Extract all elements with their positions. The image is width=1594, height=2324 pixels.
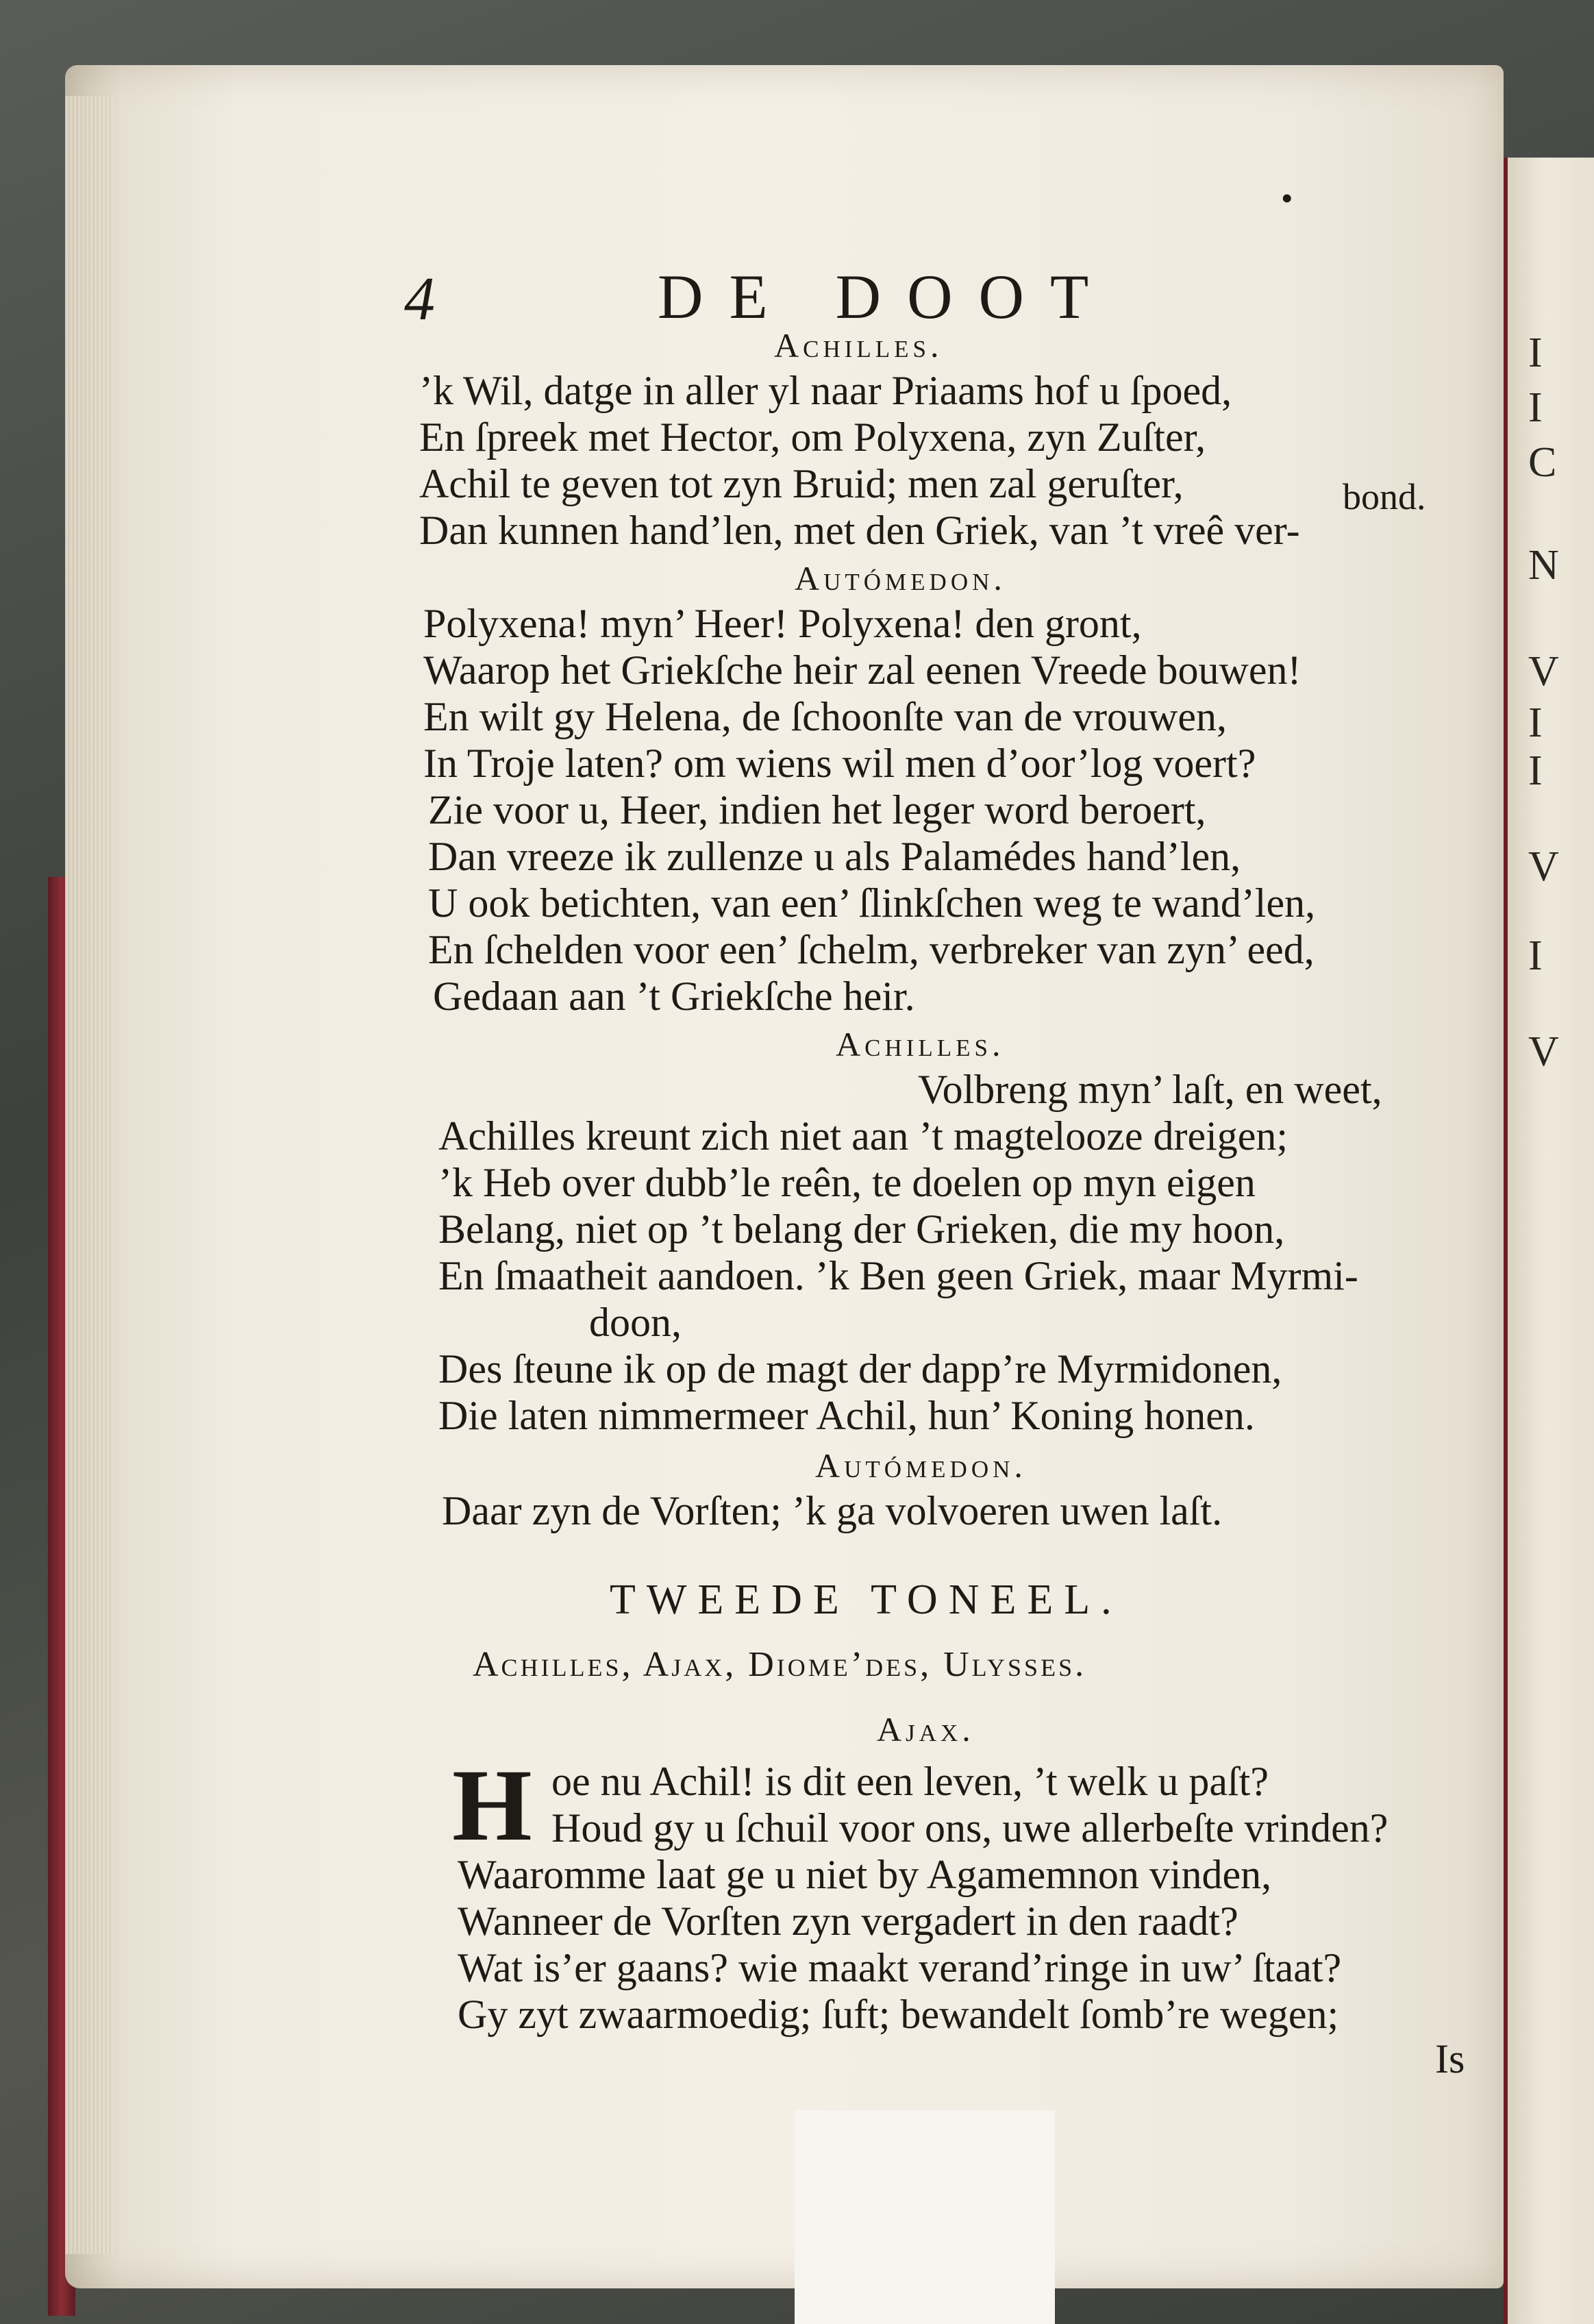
verse-line: Volbreng myn’ laſt, en weet, <box>918 1067 1382 1112</box>
adjacent-letter: V <box>1528 648 1559 695</box>
verse-line: Gedaan aan ’t Griekſche heir. <box>433 974 915 1019</box>
drop-cap: H <box>452 1748 532 1862</box>
adjacent-letter: I <box>1528 932 1543 979</box>
adjacent-letter: I <box>1528 330 1543 376</box>
speaker-name: Autómedon. <box>815 1446 1027 1485</box>
verse-line: Wanneer de Vorſten zyn vergadert in den raadt? <box>458 1899 1238 1944</box>
verse-line: Waarop het Griekſche heir zal eenen Vreede bouwen! <box>423 647 1302 693</box>
verse-line: En ſmaatheit aandoen. ’k Ben geen Griek, maar Myrmi- <box>438 1253 1358 1298</box>
adjacent-letter: C <box>1528 439 1557 486</box>
verse-line: ’k Wil, datge in aller yl naar Priaams hof u ſpoed, <box>419 368 1232 413</box>
verse-line: Houd gy u ſchuil voor ons, uwe allerbeſte vrinden? <box>551 1805 1388 1851</box>
verse-line: Gy zyt zwaarmoedig; ſuft; bewandelt ſomb’re wegen; <box>458 1992 1339 2037</box>
scene-title: TWEEDE TONEEL. <box>610 1577 1123 1623</box>
verse-line: Wat is’er gaans? wie maakt verand’ringe in uw’ ſtaat? <box>458 1945 1342 1990</box>
verse-line: doon, <box>589 1300 682 1345</box>
verse-line: Waaromme laat ge u niet by Agamemnon vinden, <box>458 1852 1272 1897</box>
verse-line: ’k Heb over dubb’le reên, te doelen op myn eigen <box>438 1160 1256 1205</box>
adjacent-letter: I <box>1528 384 1543 431</box>
verse-line: Polyxena! myn’ Heer! Polyxena! den gront, <box>423 601 1142 646</box>
adjacent-letter: N <box>1528 542 1559 589</box>
verse-line: Des ſteune ik op de magt der dapp’re Myrmidonen, <box>438 1346 1282 1392</box>
speaker-name: Ajax. <box>877 1710 975 1748</box>
adjacent-letter: V <box>1528 1028 1559 1075</box>
verse-line: In Troje laten? om wiens wil men d’oor’log voert? <box>423 741 1256 786</box>
page-number: 4 <box>404 265 435 333</box>
speaker-name: Achilles. <box>774 326 943 364</box>
running-head: DE DOOT <box>658 262 1115 332</box>
verse-line: Die laten nimmermeer Achil, hun’ Koning honen. <box>438 1393 1255 1438</box>
cast-list: Achilles, Ajax, Diome’des, Ulysses. <box>473 1645 1087 1684</box>
adjacent-letter: I <box>1528 700 1543 746</box>
verse-line: En wilt gy Helena, de ſchoonſte van de vrouwen, <box>423 694 1227 739</box>
verse-line: Dan vreeze ik zullenze u als Palamédes hand’len, <box>428 834 1241 879</box>
speaker-name: Achilles. <box>836 1025 1005 1063</box>
verse-line: En ſpreek met Hector, om Polyxena, zyn Zuſter, <box>419 415 1206 460</box>
verse-line: En ſchelden voor een’ ſchelm, verbreker van zyn’ eed, <box>428 927 1315 972</box>
verse-line: Belang, niet op ’t belang der Grieken, die my hoon, <box>438 1207 1285 1252</box>
adjacent-letter: V <box>1528 843 1559 890</box>
verse-line: Achil te geven tot zyn Bruid; men zal geruſter, <box>419 461 1184 506</box>
verse-line: Dan kunnen hand’len, met den Griek, van ’t vreê ver- <box>419 508 1300 553</box>
verse-line: Zie voor u, Heer, indien het leger word beroert, <box>428 787 1206 832</box>
catchword: Is <box>1435 2036 1465 2081</box>
ink-speck: • <box>1281 179 1293 217</box>
verse-line: oe nu Achil! is dit een leven, ’t welk u paſt? <box>551 1759 1269 1804</box>
verse-line: U ook betichten, van een’ ſlinkſchen weg te wand’len, <box>428 880 1316 926</box>
turnover-word: bond. <box>1343 476 1426 517</box>
verse-line: Daar zyn de Vorſten; ’k ga volvoeren uwen laſt. <box>442 1488 1223 1533</box>
speaker-name: Autómedon. <box>795 559 1006 597</box>
verse-line: Achilles kreunt zich niet aan ’t magtelooze dreigen; <box>438 1113 1288 1159</box>
adjacent-letter: I <box>1528 747 1543 794</box>
